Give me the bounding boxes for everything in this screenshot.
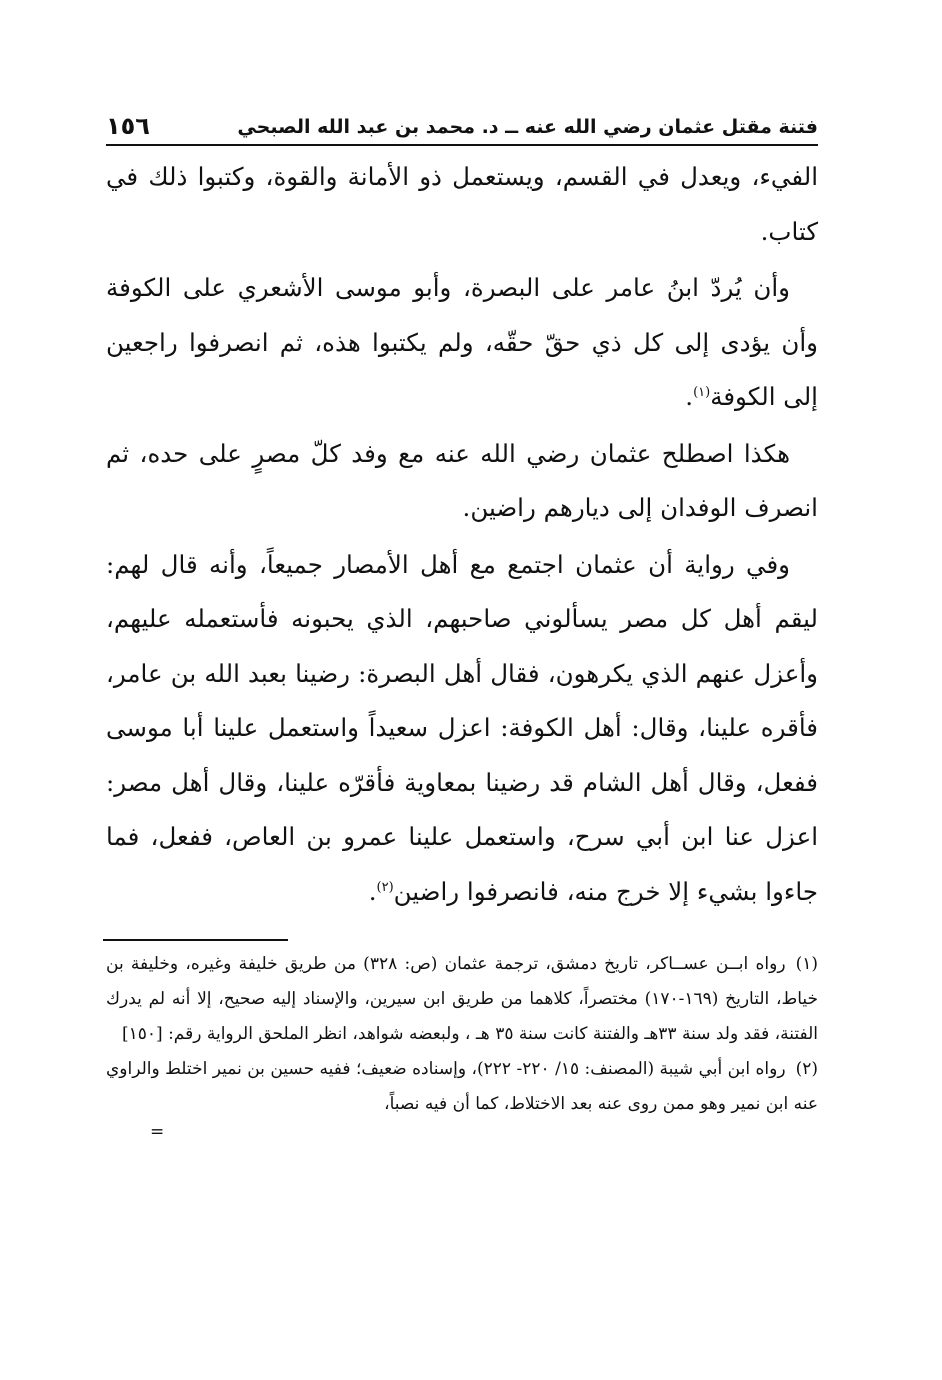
paragraph: الفيء، ويعدل في القسم، ويستعمل ذو الأمانة والقوة، وكتبوا ذلك في كتاب.: [106, 162, 818, 246]
continuation-mark: =: [150, 1122, 165, 1142]
book-page: [106, 100, 818, 1142]
paragraph: وأن يُردّ ابنُ عامر على البصرة، وأبو موسى الأشعري على الكوفة وأن يؤدى إلى كل ذي حقّ حقّه، ولم يكتبوا هذه، ثم انصرفوا راجعين إلى الكوفة$^{(١)}$.: [106, 273, 818, 411]
footnote: (١)رواه ابــن عســاكر، تاريخ دمشق، ترجمة عثمان (ص: ٣٢٨) من طريق خليفة وغيره، وخليفة بن خياط، التاريخ (١٦٩-١٧٠) مختصراً، كلاهما من طريق ابن سيرين، والإسناد إليه صحيح، إلا أنه لم يدرك الفتنة، فقد ولد سنة ٣٣هـ والفتنة كانت سنة ٣٥ هـ ، ولبعضه شواهد، انظر الملحق الرواية رقم: [١٥٠]: [106, 954, 819, 1044]
footnote-ref[interactable]: (١): [693, 384, 711, 400]
footnote-ref[interactable]: (٢): [376, 879, 394, 895]
footnote-number: (٢): [795, 1059, 818, 1079]
header-title: فتنة مقتل عثمان رضي الله عنه ــ د. محمد بن عبد الله الصبحي: [237, 116, 818, 138]
running-header: [106, 100, 818, 146]
footnote-separator: [103, 939, 288, 941]
paragraph: هكذا اصطلح عثمان رضي الله عنه مع وفد كلّ مصرٍ على حده، ثم انصرف الوفدان إلى ديارهم راضين.: [106, 438, 818, 522]
paragraph: وفي رواية أن عثمان اجتمع مع أهل الأمصار جميعاً، وأنه قال لهم: ليقم أهل كل مصر يسألوني صاحبهم، الذي يحبونه فأستعمله عليهم، وأعزل عنهم الذي يكرهون، فقال أهل البصرة: رضينا بعبد الله بن عامر، فأقره علينا، وقال: أهل الكوفة: اعزل سعيداً واستعمل علينا أبا موسى ففعل، وقال أهل الشام قد رضينا بمعاوية فأقرّه علينا، وقال أهل مصر: اعزل عنا ابن أبي سرح، واستعمل علينا عمرو بن العاص، ففعل، فما جاءوا بشيء إلا خرج منه، فانصرفوا راضين$^{(٢)}$.: [106, 549, 818, 906]
footnotes: [106, 947, 818, 1122]
main-text: [106, 150, 818, 919]
page-number: ١٥٦: [106, 112, 150, 140]
footnote-number: (١): [795, 954, 818, 974]
footnote: (٢)رواه ابن أبي شيبة (المصنف: ١٥/ ٢٢٠- ٢٢٢)، وإسناده ضعيف؛ ففيه حسين بن نمير اختلط والراوي عنه ابن نمير وهو ممن روى عنه بعد الاختلاط، كما أن فيه نصباً،: [106, 1059, 818, 1114]
